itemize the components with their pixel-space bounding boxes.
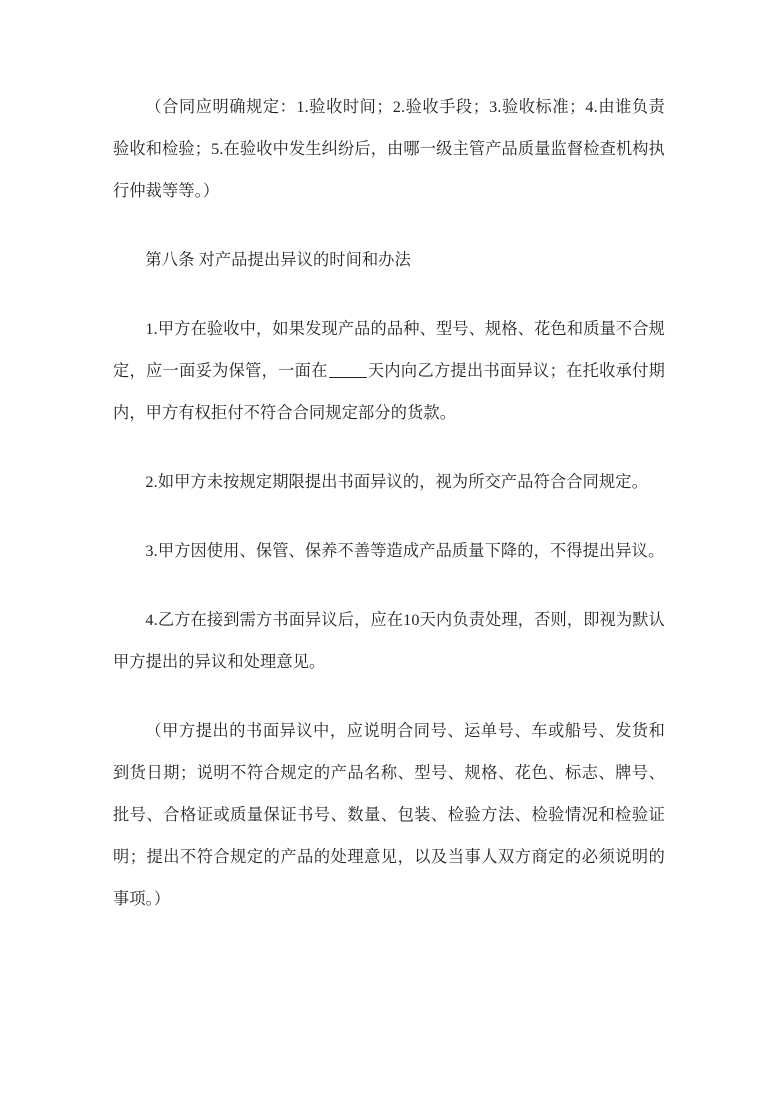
paragraph-acceptance-terms-note: （合同应明确规定：1.验收时间；2.验收手段；3.验收标准；4.由谁负责验收和检验；5.在验收中发生纠纷后，由哪一级主管产品质量监督检查机构执行仲裁等等。） bbox=[113, 98, 665, 200]
paragraph-clause-4: 4.乙方在接到需方书面异议后，应在10天内负责处理，否则，即视为默认甲方提出的异议和处理意见。 bbox=[113, 611, 665, 671]
clause-1-text-before-blank: 1.甲方在验收中，如果发现产品的品种、型号、规格、花色和质量不合规定，应一面妥为保管，一面在 bbox=[113, 320, 665, 380]
paragraph-clause-3: 3.甲方因使用、保管、保养不善等造成产品质量下降的，不得提出异议。 bbox=[145, 542, 665, 560]
paragraph-clause-1 bbox=[113, 308, 665, 434]
fill-in-blank-days[interactable] bbox=[329, 377, 367, 378]
clause-1-text-after-blank: 天内向乙方提出书面异议；在托收承付期内，甲方有权拒付不符合合同规定部分的货款。 bbox=[113, 362, 666, 422]
heading-article-eight: 第八条 对产品提出异议的时间和办法 bbox=[145, 251, 411, 269]
paragraph-written-objection-note: （甲方提出的书面异议中，应说明合同号、运单号、车或船号、发货和到货日期；说明不符合规定的产品名称、型号、规格、花色、标志、牌号、批号、合格证或质量保证书号、数量、包装、检验方法、检验情况和检验证明；提出不符合规定的产品的处理意见，以及当事人双方商定的必须说明的事项。） bbox=[113, 722, 665, 908]
paragraph-clause-2: 2.如甲方未按规定期限提出书面异议的，视为所交产品符合合同规定。 bbox=[145, 473, 648, 491]
document-text-body bbox=[113, 86, 665, 947]
